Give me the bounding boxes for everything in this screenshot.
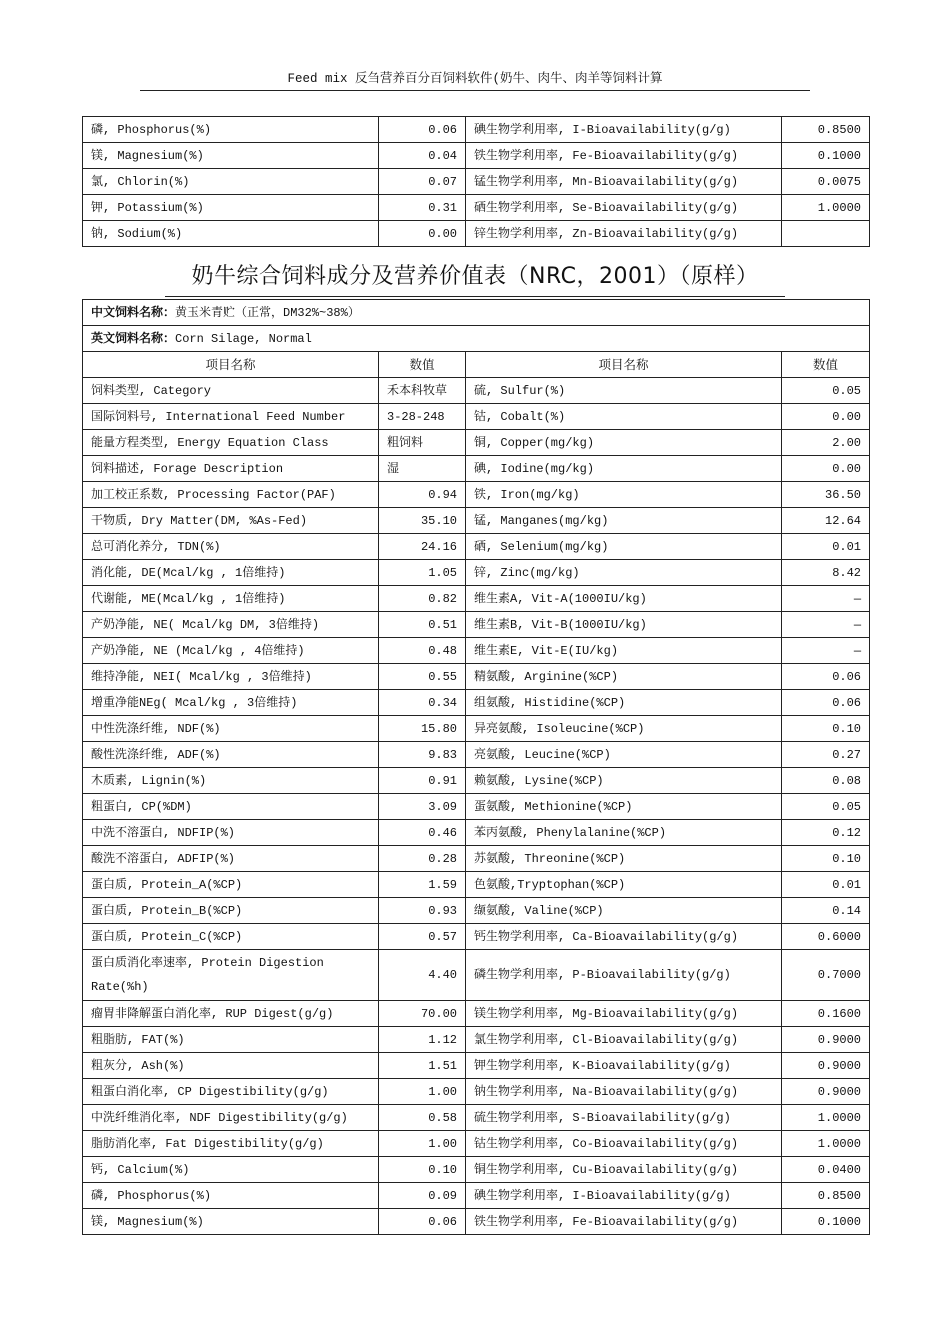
item-name-left-cell: 钙, Calcium(%)	[83, 1157, 379, 1183]
item-value-right-cell: 0.7000	[782, 950, 870, 1001]
table-row	[83, 404, 870, 430]
item-name-right-cell: 铜生物学利用率, Cu-Bioavailability(g/g)	[466, 1157, 782, 1183]
item-value-right-cell: —	[782, 638, 870, 664]
item-name-right-cell: 硒, Selenium(mg/kg)	[466, 534, 782, 560]
item-name-left-cell: 总可消化养分, TDN(%)	[83, 534, 379, 560]
item-name-right-cell: 硒生物学利用率, Se-Bioavailability(g/g)	[466, 195, 782, 221]
item-name-right-cell: 锰, Manganes(mg/kg)	[466, 508, 782, 534]
table-row	[83, 482, 870, 508]
item-value-left-cell: 0.34	[379, 690, 466, 716]
item-name-left-cell: 磷, Phosphorus(%)	[83, 117, 379, 143]
item-value-right-cell: —	[782, 586, 870, 612]
item-name-right-cell: 铁生物学利用率, Fe-Bioavailability(g/g)	[466, 143, 782, 169]
item-value-right-cell: 0.1600	[782, 1001, 870, 1027]
item-name-left-cell: 粗脂肪, FAT(%)	[83, 1027, 379, 1053]
item-name-right-cell: 色氨酸,Tryptophan(%CP)	[466, 872, 782, 898]
item-name-left-cell: 干物质, Dry Matter(DM, %As-Fed)	[83, 508, 379, 534]
table-row	[83, 1079, 870, 1105]
item-name-right-cell: 苯丙氨酸, Phenylalanine(%CP)	[466, 820, 782, 846]
table-row	[83, 378, 870, 404]
item-value-left-cell: 0.07	[379, 169, 466, 195]
column-header-row	[83, 352, 870, 378]
item-value-right-cell: 0.8500	[782, 1183, 870, 1209]
english-feed-name-row	[83, 326, 870, 352]
table-row	[83, 846, 870, 872]
item-name-left-cell: 中洗纤维消化率, NDF Digestibility(g/g)	[83, 1105, 379, 1131]
item-value-right-cell: 0.14	[782, 898, 870, 924]
item-value-left-cell: 0.94	[379, 482, 466, 508]
item-name-right-cell: 维生素E, Vit-E(IU/kg)	[466, 638, 782, 664]
item-name-right-cell: 钠生物学利用率, Na-Bioavailability(g/g)	[466, 1079, 782, 1105]
table-row	[83, 794, 870, 820]
item-value-right-cell: 1.0000	[782, 1105, 870, 1131]
table-title: 奶牛综合饲料成分及营养价值表（NRC，2001）（原样）	[165, 258, 785, 297]
item-name-left-cell: 粗蛋白, CP(%DM)	[83, 794, 379, 820]
item-value-right-cell: 1.0000	[782, 1131, 870, 1157]
item-name-left-cell: 能量方程类型, Energy Equation Class	[83, 430, 379, 456]
nutrient-value-table	[82, 299, 870, 1235]
item-value-right-cell: 8.42	[782, 560, 870, 586]
item-value-left-cell: 0.09	[379, 1183, 466, 1209]
item-value-left-cell: 0.00	[379, 221, 466, 247]
column-header-value-right: 数值	[782, 352, 870, 378]
item-name-right-cell: 维生素A, Vit-A(1000IU/kg)	[466, 586, 782, 612]
chinese-feed-name-row	[83, 300, 870, 326]
item-name-left-cell: 镁, Magnesium(%)	[83, 143, 379, 169]
chinese-feed-name-label: 中文饲料名称：	[91, 305, 176, 319]
item-value-right-cell: 0.08	[782, 768, 870, 794]
item-name-right-cell: 钾生物学利用率, K-Bioavailability(g/g)	[466, 1053, 782, 1079]
item-name-right-cell: 铁, Iron(mg/kg)	[466, 482, 782, 508]
table-row	[83, 872, 870, 898]
item-value-left-cell: 3.09	[379, 794, 466, 820]
column-header-value-left: 数值	[379, 352, 466, 378]
item-value-right-cell: 0.00	[782, 456, 870, 482]
table-row	[83, 1105, 870, 1131]
item-name-right-cell: 组氨酸, Histidine(%CP)	[466, 690, 782, 716]
item-value-right-cell: 0.01	[782, 872, 870, 898]
item-name-right-cell: 钴生物学利用率, Co-Bioavailability(g/g)	[466, 1131, 782, 1157]
table-row	[83, 195, 870, 221]
column-header-item-right: 项目名称	[466, 352, 782, 378]
item-value-right-cell: 0.00	[782, 404, 870, 430]
item-value-left-cell: 0.31	[379, 195, 466, 221]
english-feed-name-label: 英文饲料名称：	[91, 331, 176, 345]
table-row	[83, 221, 870, 247]
table-row	[83, 1001, 870, 1027]
item-name-right-cell: 锰生物学利用率, Mn-Bioavailability(g/g)	[466, 169, 782, 195]
item-value-right-cell: 2.00	[782, 430, 870, 456]
item-value-left-cell: 0.04	[379, 143, 466, 169]
item-name-right-cell: 苏氨酸, Threonine(%CP)	[466, 846, 782, 872]
item-value-left-cell: 1.12	[379, 1027, 466, 1053]
table-row	[83, 664, 870, 690]
column-header-item-left: 项目名称	[83, 352, 379, 378]
item-value-left-cell: 0.10	[379, 1157, 466, 1183]
item-value-right-cell: 0.6000	[782, 924, 870, 950]
item-name-right-cell: 锌, Zinc(mg/kg)	[466, 560, 782, 586]
table-row	[83, 716, 870, 742]
item-value-right-cell: 0.05	[782, 378, 870, 404]
item-value-right-cell: 1.0000	[782, 195, 870, 221]
item-name-left-cell: 木质素, Lignin(%)	[83, 768, 379, 794]
item-value-right-cell: 0.12	[782, 820, 870, 846]
item-name-right-cell: 钙生物学利用率, Ca-Bioavailability(g/g)	[466, 924, 782, 950]
table-row	[83, 638, 870, 664]
table-row	[83, 1183, 870, 1209]
item-name-left-cell: 蛋白质消化率速率, Protein Digestion Rate(%h)	[83, 950, 379, 1001]
item-value-right-cell: 0.1000	[782, 143, 870, 169]
item-name-left-cell: 氯, Chlorin(%)	[83, 169, 379, 195]
item-name-left-cell: 镁, Magnesium(%)	[83, 1209, 379, 1235]
item-name-left-cell: 粗灰分, Ash(%)	[83, 1053, 379, 1079]
table-row	[83, 1209, 870, 1235]
table-row	[83, 950, 870, 1001]
item-name-right-cell: 硫生物学利用率, S-Bioavailability(g/g)	[466, 1105, 782, 1131]
item-value-right-cell: 0.9000	[782, 1053, 870, 1079]
item-value-right-cell: 0.1000	[782, 1209, 870, 1235]
item-name-right-cell: 锌生物学利用率, Zn-Bioavailability(g/g)	[466, 221, 782, 247]
item-name-left-cell: 增重净能NEg( Mcal/kg , 3倍维持)	[83, 690, 379, 716]
chinese-feed-name-cell	[83, 300, 870, 326]
item-value-right-cell: 12.64	[782, 508, 870, 534]
item-value-left-cell: 0.46	[379, 820, 466, 846]
item-name-right-cell: 硫, Sulfur(%)	[466, 378, 782, 404]
table-row	[83, 1027, 870, 1053]
item-name-left-cell: 蛋白质, Protein_B(%CP)	[83, 898, 379, 924]
table-row	[83, 143, 870, 169]
item-value-right-cell: 0.05	[782, 794, 870, 820]
item-name-right-cell: 碘, Iodine(mg/kg)	[466, 456, 782, 482]
item-name-right-cell: 氯生物学利用率, Cl-Bioavailability(g/g)	[466, 1027, 782, 1053]
table-row	[83, 1157, 870, 1183]
item-value-left-cell: 70.00	[379, 1001, 466, 1027]
item-name-right-cell: 铜, Copper(mg/kg)	[466, 430, 782, 456]
item-value-left-cell: 湿	[379, 456, 466, 482]
item-value-left-cell: 0.06	[379, 1209, 466, 1235]
item-value-left-cell: 0.51	[379, 612, 466, 638]
chinese-feed-name-value: 黄玉米青贮（正常，DM32%~38%）	[175, 306, 360, 320]
item-value-left-cell: 9.83	[379, 742, 466, 768]
item-name-left-cell: 酸洗不溶蛋白, ADFIP(%)	[83, 846, 379, 872]
item-value-left-cell: 1.59	[379, 872, 466, 898]
item-name-left-cell: 加工校正系数, Processing Factor(PAF)	[83, 482, 379, 508]
item-name-right-cell: 碘生物学利用率, I-Bioavailability(g/g)	[466, 117, 782, 143]
item-name-left-cell: 代谢能, ME(Mcal/kg , 1倍维持)	[83, 586, 379, 612]
table-row	[83, 820, 870, 846]
table-row	[83, 586, 870, 612]
item-name-left-cell: 消化能, DE(Mcal/kg , 1倍维持)	[83, 560, 379, 586]
item-value-left-cell: 0.48	[379, 638, 466, 664]
item-value-right-cell: 0.9000	[782, 1079, 870, 1105]
item-name-left-cell: 中洗不溶蛋白, NDFIP(%)	[83, 820, 379, 846]
item-value-right-cell: 0.06	[782, 664, 870, 690]
table-row	[83, 1131, 870, 1157]
table-row	[83, 1053, 870, 1079]
item-name-left-cell: 磷, Phosphorus(%)	[83, 1183, 379, 1209]
item-name-right-cell: 赖氨酸, Lysine(%CP)	[466, 768, 782, 794]
item-value-right-cell: 0.0400	[782, 1157, 870, 1183]
item-name-left-cell: 蛋白质, Protein_C(%CP)	[83, 924, 379, 950]
item-value-left-cell: 15.80	[379, 716, 466, 742]
table-row	[83, 508, 870, 534]
item-value-left-cell: 0.06	[379, 117, 466, 143]
item-value-left-cell: 0.28	[379, 846, 466, 872]
item-value-right-cell	[782, 221, 870, 247]
item-name-left-cell: 产奶净能, NE( Mcal/kg DM, 3倍维持)	[83, 612, 379, 638]
item-value-right-cell: 0.9000	[782, 1027, 870, 1053]
item-name-left-cell: 饲料类型, Category	[83, 378, 379, 404]
item-value-right-cell: 0.10	[782, 846, 870, 872]
item-name-left-cell: 产奶净能, NE (Mcal/kg , 4倍维持)	[83, 638, 379, 664]
item-value-right-cell: —	[782, 612, 870, 638]
item-name-right-cell: 维生素B, Vit-B(1000IU/kg)	[466, 612, 782, 638]
item-name-left-cell: 酸性洗涤纤维, ADF(%)	[83, 742, 379, 768]
item-name-left-cell: 蛋白质, Protein_A(%CP)	[83, 872, 379, 898]
item-name-left-cell: 钾, Potassium(%)	[83, 195, 379, 221]
item-value-left-cell: 粗饲料	[379, 430, 466, 456]
item-name-left-cell: 中性洗涤纤维, NDF(%)	[83, 716, 379, 742]
item-name-left-cell: 粗蛋白消化率, CP Digestibility(g/g)	[83, 1079, 379, 1105]
item-name-left-cell: 瘤胃非降解蛋白消化率, RUP Digest(g/g)	[83, 1001, 379, 1027]
table-row	[83, 456, 870, 482]
item-name-right-cell: 镁生物学利用率, Mg-Bioavailability(g/g)	[466, 1001, 782, 1027]
item-name-left-cell: 维持净能, NEI( Mcal/kg , 3倍维持)	[83, 664, 379, 690]
table-row	[83, 534, 870, 560]
table-row	[83, 169, 870, 195]
item-value-left-cell: 1.05	[379, 560, 466, 586]
item-value-right-cell: 0.27	[782, 742, 870, 768]
item-name-right-cell: 亮氨酸, Leucine(%CP)	[466, 742, 782, 768]
item-name-right-cell: 碘生物学利用率, I-Bioavailability(g/g)	[466, 1183, 782, 1209]
item-value-right-cell: 0.01	[782, 534, 870, 560]
item-value-right-cell: 36.50	[782, 482, 870, 508]
page-header: Feed mix 反刍营养百分百饲料软件(奶牛、肉牛、肉羊等饲料计算	[140, 66, 810, 91]
item-name-left-cell: 饲料描述, Forage Description	[83, 456, 379, 482]
item-value-left-cell: 1.51	[379, 1053, 466, 1079]
item-value-left-cell: 0.91	[379, 768, 466, 794]
item-value-left-cell: 4.40	[379, 950, 466, 1001]
english-feed-name-cell	[83, 326, 870, 352]
item-value-right-cell: 0.0075	[782, 169, 870, 195]
item-value-right-cell: 0.8500	[782, 117, 870, 143]
continued-nutrient-table	[82, 116, 870, 247]
item-name-right-cell: 蛋氨酸, Methionine(%CP)	[466, 794, 782, 820]
table-row	[83, 560, 870, 586]
item-name-right-cell: 精氨酸, Arginine(%CP)	[466, 664, 782, 690]
item-value-left-cell: 0.55	[379, 664, 466, 690]
item-name-right-cell: 铁生物学利用率, Fe-Bioavailability(g/g)	[466, 1209, 782, 1235]
item-name-right-cell: 异亮氨酸, Isoleucine(%CP)	[466, 716, 782, 742]
table-row	[83, 742, 870, 768]
item-value-left-cell: 35.10	[379, 508, 466, 534]
item-value-left-cell: 0.57	[379, 924, 466, 950]
item-value-left-cell: 3-28-248	[379, 404, 466, 430]
table-row	[83, 690, 870, 716]
item-name-right-cell: 缬氨酸, Valine(%CP)	[466, 898, 782, 924]
item-name-left-cell: 钠, Sodium(%)	[83, 221, 379, 247]
item-value-left-cell: 1.00	[379, 1079, 466, 1105]
item-value-right-cell: 0.06	[782, 690, 870, 716]
item-value-left-cell: 0.82	[379, 586, 466, 612]
table-row	[83, 768, 870, 794]
item-value-left-cell: 0.58	[379, 1105, 466, 1131]
item-name-right-cell: 钴, Cobalt(%)	[466, 404, 782, 430]
table-row	[83, 612, 870, 638]
item-value-left-cell: 1.00	[379, 1131, 466, 1157]
item-name-left-cell: 脂肪消化率, Fat Digestibility(g/g)	[83, 1131, 379, 1157]
item-name-right-cell: 磷生物学利用率, P-Bioavailability(g/g)	[466, 950, 782, 1001]
table-row	[83, 430, 870, 456]
english-feed-name-value: Corn Silage, Normal	[175, 332, 312, 346]
table-row	[83, 924, 870, 950]
item-name-left-cell: 国际饲料号, International Feed Number	[83, 404, 379, 430]
table-row	[83, 117, 870, 143]
item-value-left-cell: 24.16	[379, 534, 466, 560]
item-value-left-cell: 禾本科牧草	[379, 378, 466, 404]
table-row	[83, 898, 870, 924]
item-value-left-cell: 0.93	[379, 898, 466, 924]
item-value-right-cell: 0.10	[782, 716, 870, 742]
